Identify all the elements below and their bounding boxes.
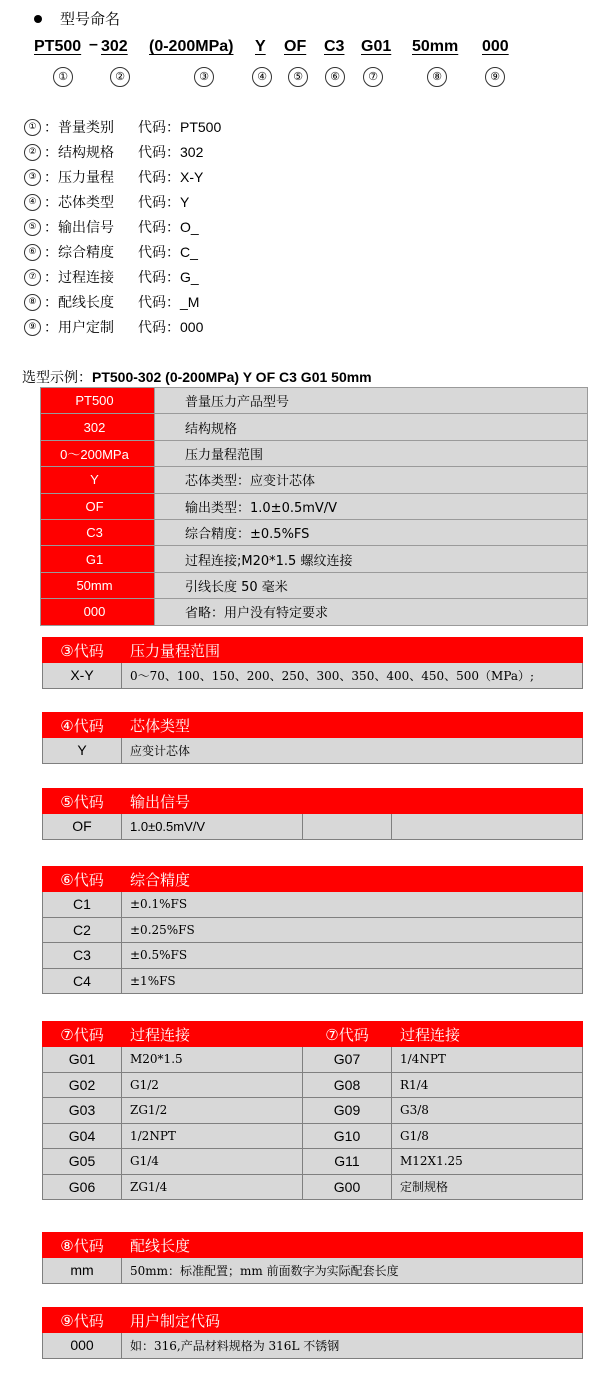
legend-name: 普量类别	[58, 120, 114, 136]
row-value: 1/2NPT	[122, 1123, 303, 1149]
segment-marker-3: ③	[194, 67, 214, 87]
table-row	[41, 440, 588, 466]
row-value: 应变计芯体	[122, 738, 583, 764]
example-label: 选型示例：	[22, 370, 92, 386]
example-code: 302	[41, 414, 149, 440]
example-desc: 引线长度 50 毫米	[155, 572, 588, 598]
row-code: OF	[43, 814, 122, 840]
header-title: 综合精度	[122, 867, 583, 892]
accuracy-table	[42, 866, 583, 994]
legend-item: ⑥ ： 综合精度 代码： C_	[24, 242, 198, 262]
legend-item: ① ： 普量类别 代码： PT500	[24, 117, 221, 137]
row-value-2: R1/4	[392, 1072, 583, 1098]
legend-code-label: 代码：	[138, 195, 180, 211]
legend-code-label: 代码：	[138, 145, 180, 161]
table-header	[43, 867, 583, 892]
row-value: ±0.1%FS	[122, 892, 583, 918]
table-row	[43, 892, 583, 918]
row-code: G01	[43, 1047, 122, 1073]
wiring-length-table	[42, 1232, 583, 1284]
bullet-dot	[34, 15, 42, 23]
table-row	[41, 546, 588, 572]
header-code: ⑦代码	[43, 1022, 122, 1047]
legend-code-label: 代码：	[138, 270, 180, 286]
example-desc: 压力量程范围	[155, 440, 588, 466]
legend-name: 芯体类型	[58, 195, 114, 211]
row-code: C3	[43, 943, 122, 969]
row-value: M20*1.5	[122, 1047, 303, 1073]
legend-name: 压力量程	[58, 170, 114, 186]
row-code: X-Y	[43, 663, 122, 689]
legend-marker: ④	[24, 194, 41, 211]
example-code: Y	[41, 467, 149, 493]
table-row	[43, 1333, 583, 1359]
header-title-2: 过程连接	[392, 1022, 583, 1047]
table-row	[41, 388, 588, 414]
row-code: G04	[43, 1123, 122, 1149]
table-row	[43, 1258, 583, 1284]
table-header	[43, 1308, 583, 1333]
legend-name: 过程连接	[58, 270, 114, 286]
table-row	[43, 968, 583, 994]
legend-code-label: 代码：	[138, 220, 180, 236]
table-header	[43, 1233, 583, 1258]
table-row	[41, 493, 588, 519]
row-code: G02	[43, 1072, 122, 1098]
table-row	[43, 917, 583, 943]
row-code: G03	[43, 1098, 122, 1124]
example-code: 0～200MPa	[41, 440, 149, 466]
row-value-2: G3/8	[392, 1098, 583, 1124]
row-code-2: G08	[303, 1072, 392, 1098]
row-value: 0～70、100、150、200、250、300、350、400、450、500（MPa）;	[122, 663, 583, 689]
model-segment-3: (0-200MPa)	[149, 38, 234, 55]
row-value: ±1%FS	[122, 968, 583, 994]
table-row	[41, 414, 588, 440]
row-value-2: 1/4NPT	[392, 1047, 583, 1073]
legend-code: PT500	[180, 119, 222, 135]
legend-code: Y	[180, 194, 190, 210]
row-code: mm	[43, 1258, 122, 1284]
legend-code: C_	[180, 244, 198, 260]
header-title: 用户制定代码	[122, 1308, 583, 1333]
segment-marker-8: ⑧	[427, 67, 447, 87]
segment-marker-2: ②	[110, 67, 130, 87]
core-type-table	[42, 712, 583, 764]
model-segment-6: C3	[324, 38, 345, 55]
table-row	[43, 814, 583, 840]
legend-code-label: 代码：	[138, 170, 180, 186]
header-code: ④代码	[43, 713, 122, 738]
row-value-2: M12X1.25	[392, 1149, 583, 1175]
example-model: PT500-302 (0-200MPa) Y OF C3 G01 50mm	[92, 369, 372, 385]
table-header	[43, 1022, 583, 1047]
legend-code-label: 代码：	[138, 295, 180, 311]
segment-marker-7: ⑦	[363, 67, 383, 87]
example-desc: 芯体类型：应变计芯体	[155, 467, 588, 493]
row-value: 如：316,产品材料规格为 316L 不锈钢	[122, 1333, 583, 1359]
example-title	[22, 367, 372, 387]
row-code: G05	[43, 1149, 122, 1175]
model-segment-1: PT500	[34, 38, 82, 55]
table-header	[43, 713, 583, 738]
header-title: 配线长度	[122, 1233, 583, 1258]
example-code: 000	[41, 599, 149, 625]
legend-item: ⑦ ： 过程连接 代码： G_	[24, 267, 199, 287]
process-connection-table	[42, 1021, 583, 1200]
legend-marker: ①	[24, 119, 41, 136]
model-segment-5: OF	[284, 38, 307, 55]
legend-item: ② ： 结构规格 代码： 302	[24, 142, 203, 162]
legend-name: 输出信号	[58, 220, 114, 236]
legend-marker: ⑤	[24, 219, 41, 236]
header-code-2: ⑦代码	[303, 1022, 392, 1047]
table-row	[43, 1174, 583, 1200]
row-code: C4	[43, 968, 122, 994]
row-code-2: G10	[303, 1123, 392, 1149]
example-code: G1	[41, 546, 149, 572]
legend-code-label: 代码：	[138, 320, 180, 336]
example-code: OF	[41, 493, 149, 519]
output-signal-table	[42, 788, 583, 840]
segment-marker-9: ⑨	[485, 67, 505, 87]
legend-code: _M	[180, 294, 200, 310]
legend-code-label: 代码：	[138, 245, 180, 261]
example-desc: 结构规格	[155, 414, 588, 440]
example-table	[40, 387, 588, 626]
header-title: 芯体类型	[122, 713, 583, 738]
legend-name: 结构规格	[58, 145, 114, 161]
legend-code: X-Y	[180, 169, 204, 185]
legend-code-label: 代码：	[138, 120, 180, 136]
row-value: 1.0±0.5mV/V	[122, 814, 303, 840]
model-segment-9: 000	[482, 38, 509, 55]
section-title: 型号命名	[60, 10, 121, 28]
legend-marker: ⑧	[24, 294, 41, 311]
row-value: 50mm：标准配置；mm 前面数字为实际配套长度	[122, 1258, 583, 1284]
table-row	[43, 1072, 583, 1098]
example-desc: 综合精度：±0.5%FS	[155, 519, 588, 545]
legend-item: ⑨ ： 用户定制 代码： 000	[24, 317, 203, 337]
legend-marker: ②	[24, 144, 41, 161]
segment-marker-6: ⑥	[325, 67, 345, 87]
example-desc: 省略：用户没有特定要求	[155, 599, 588, 625]
table-header	[43, 638, 583, 663]
model-segment-7: G01	[361, 38, 392, 55]
header-code: ③代码	[43, 638, 122, 663]
legend-code: G_	[180, 269, 199, 285]
model-segment-2: 302	[101, 38, 128, 55]
legend-marker: ⑦	[24, 269, 41, 286]
pressure-range-table	[42, 637, 583, 689]
example-desc: 输出类型：1.0±0.5mV/V	[155, 493, 588, 519]
row-code-2: G09	[303, 1098, 392, 1124]
segment-marker-5: ⑤	[288, 67, 308, 87]
header-code: ⑥代码	[43, 867, 122, 892]
table-row	[41, 467, 588, 493]
row-value: ZG1/2	[122, 1098, 303, 1124]
row-code: G06	[43, 1174, 122, 1200]
row-code-2: G11	[303, 1149, 392, 1175]
legend-item: ③ ： 压力量程 代码： X-Y	[24, 167, 203, 187]
legend-item: ⑤ ： 输出信号 代码： O_	[24, 217, 199, 237]
row-code: C1	[43, 892, 122, 918]
row-value: G1/2	[122, 1072, 303, 1098]
segment-marker-1: ①	[53, 67, 73, 87]
example-desc: 普量压力产品型号	[155, 388, 588, 414]
example-code: 50mm	[41, 572, 149, 598]
segment-marker-4: ④	[252, 67, 272, 87]
legend-item: ④ ： 芯体类型 代码： Y	[24, 192, 189, 212]
legend-marker: ⑨	[24, 319, 41, 336]
header-code: ⑤代码	[43, 789, 122, 814]
example-desc: 过程连接;M20*1.5 螺纹连接	[155, 546, 588, 572]
table-row	[43, 1098, 583, 1124]
legend-item: ⑧ ： 配线长度 代码： _M	[24, 292, 199, 312]
legend-name: 用户定制	[58, 320, 114, 336]
row-value: G1/4	[122, 1149, 303, 1175]
table-row	[43, 1149, 583, 1175]
legend-marker: ⑥	[24, 244, 41, 261]
table-row	[41, 599, 588, 625]
row-code-2: G07	[303, 1047, 392, 1073]
table-row	[41, 519, 588, 545]
header-title: 压力量程范围	[122, 638, 583, 663]
example-code: PT500	[41, 388, 149, 414]
legend-marker: ③	[24, 169, 41, 186]
table-row	[43, 1123, 583, 1149]
table-row	[43, 738, 583, 764]
row-value: ±0.25%FS	[122, 917, 583, 943]
table-row	[43, 663, 583, 689]
legend-name: 综合精度	[58, 245, 114, 261]
legend-code: O_	[180, 219, 199, 235]
legend-name: 配线长度	[58, 295, 114, 311]
row-code-2: G00	[303, 1174, 392, 1200]
model-dash: –	[89, 36, 98, 53]
user-custom-table	[42, 1307, 583, 1359]
table-header	[43, 789, 583, 814]
row-code: 000	[43, 1333, 122, 1359]
row-value: ±0.5%FS	[122, 943, 583, 969]
row-value-2: 定制规格	[392, 1174, 583, 1200]
row-code: Y	[43, 738, 122, 764]
row-value-2: G1/8	[392, 1123, 583, 1149]
row-code: C2	[43, 917, 122, 943]
table-row	[41, 572, 588, 598]
example-code: C3	[41, 519, 149, 545]
row-value: ZG1/4	[122, 1174, 303, 1200]
header-code: ⑧代码	[43, 1233, 122, 1258]
header-title: 输出信号	[122, 789, 303, 814]
table-row	[43, 943, 583, 969]
model-segment-8: 50mm	[412, 38, 459, 55]
header-title: 过程连接	[122, 1022, 303, 1047]
header-code: ⑨代码	[43, 1308, 122, 1333]
model-segment-4: Y	[255, 38, 266, 55]
legend-code: 000	[180, 319, 204, 335]
table-row	[43, 1047, 583, 1073]
legend-code: 302	[180, 144, 204, 160]
